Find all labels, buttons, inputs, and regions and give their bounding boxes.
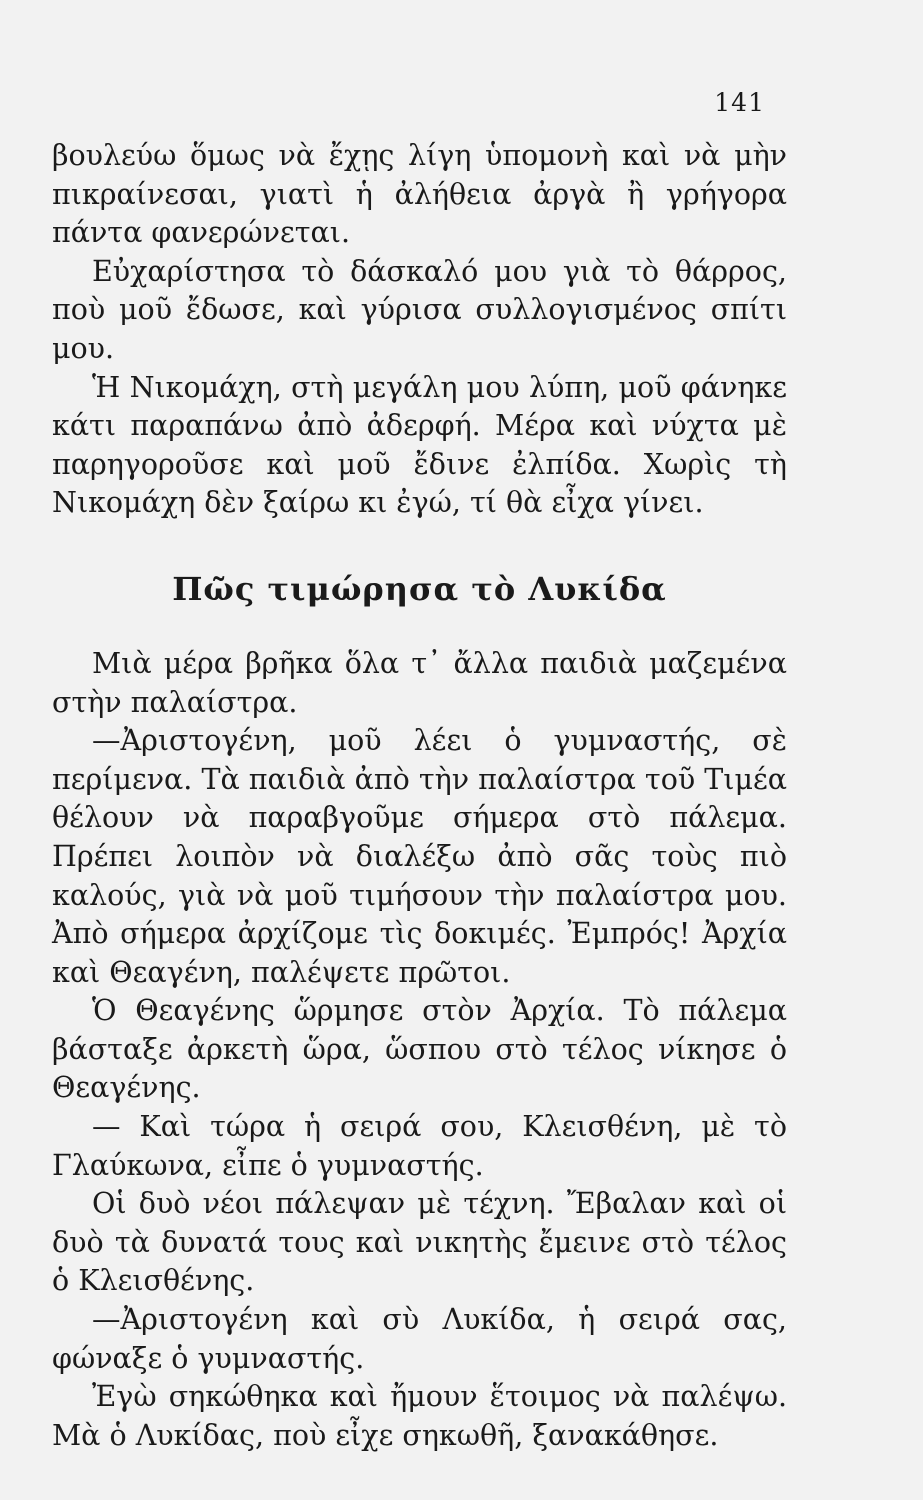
paragraph: Ἡ Νικομάχη, στὴ μεγάλη μου λύπη, μοῦ φάνηκε κάτι παραπάνω ἀπὸ ἀδερφή. Μέρα καὶ νύχτα μὲ παρηγοροῦσε καὶ μοῦ ἔδινε ἐλπίδα. Χωρὶς τὴ Νικομάχη δὲν ξαίρω κι ἐγώ, τί θὰ εἶχα γίνει. [52,370,787,520]
paragraph: Ὁ Θεαγένης ὥρμησε στὸν Ἀρχία. Τὸ πάλεμα βάσταξε ἀρκετὴ ὥρα, ὥσπου στὸ τέλος νίκησε ὁ Θεαγένης. [52,994,787,1105]
paragraph: Μιὰ μέρα βρῆκα ὅλα τ᾽ ἄλλα παιδιὰ μαζεμένα στὴν παλαίστρα. [52,646,787,719]
paragraph: Οἱ δυὸ νέοι πάλεψαν μὲ τέχνη. Ἔβαλαν καὶ οἱ δυὸ τὰ δυνατά τους καὶ νικητὴς ἔμεινε στὸ τέλος ὁ Κλεισθένης. [52,1187,787,1298]
dialogue-paragraph: — Καὶ τώρα ἡ σειρά σου, Κλεισθένη, μὲ τὸ Γλαύκωνα, εἶπε ὁ γυμναστής. [52,1110,787,1182]
paragraph: Ἐγὼ σηκώθηκα καὶ ἤμουν ἕτοιμος νὰ παλέψω. Μὰ ὁ Λυκίδας, ποὺ εἶχε σηκωθῆ, ξανακάθησε. [52,1380,787,1452]
dialogue-paragraph: —Ἀριστογένη καὶ σὺ Λυκίδα, ἡ σειρά σας, φώναξε ὁ γυμναστής. [52,1303,787,1375]
paragraph: Εὐχαρίστησα τὸ δάσκαλό μου γιὰ τὸ θάρρος, ποὺ μοῦ ἔδωσε, καὶ γύρισα συλλογισμένος σπίτι μου. [52,254,787,365]
page-number: 141 [714,88,765,117]
page-text [52,137,787,1455]
chapter-title: Πῶς τιμώρησα τὸ Λυκίδα [172,569,667,608]
dialogue-paragraph: —Ἀριστογένη, μοῦ λέει ὁ γυμναστής, σὲ περίμενα. Τὰ παιδιὰ ἀπὸ τὴν παλαίστρα τοῦ Τιμέα θέλουν νὰ παραβγοῦμε σήμερα στὸ πάλεμα. Πρέπει λοιπὸν νὰ διαλέξω ἀπὸ σᾶς τοὺς πιὸ καλούς, γιὰ νὰ μοῦ τιμήσουν τὴν παλαίστρα μου. Ἀπὸ σήμερα ἀρχίζομε τὶς δοκιμές. Ἐμπρός! Ἀρχία καὶ Θεαγένη, παλέψετε πρῶτοι. [52,724,787,989]
paragraph-continued: βουλεύω ὅμως νὰ ἔχῃς λίγη ὑπομονὴ καὶ νὰ μὴν πικραίνεσαι, γιατὶ ἡ ἀλήθεια ἀργὰ ἢ γρήγορα πάντα φανερώνεται. [52,139,787,250]
